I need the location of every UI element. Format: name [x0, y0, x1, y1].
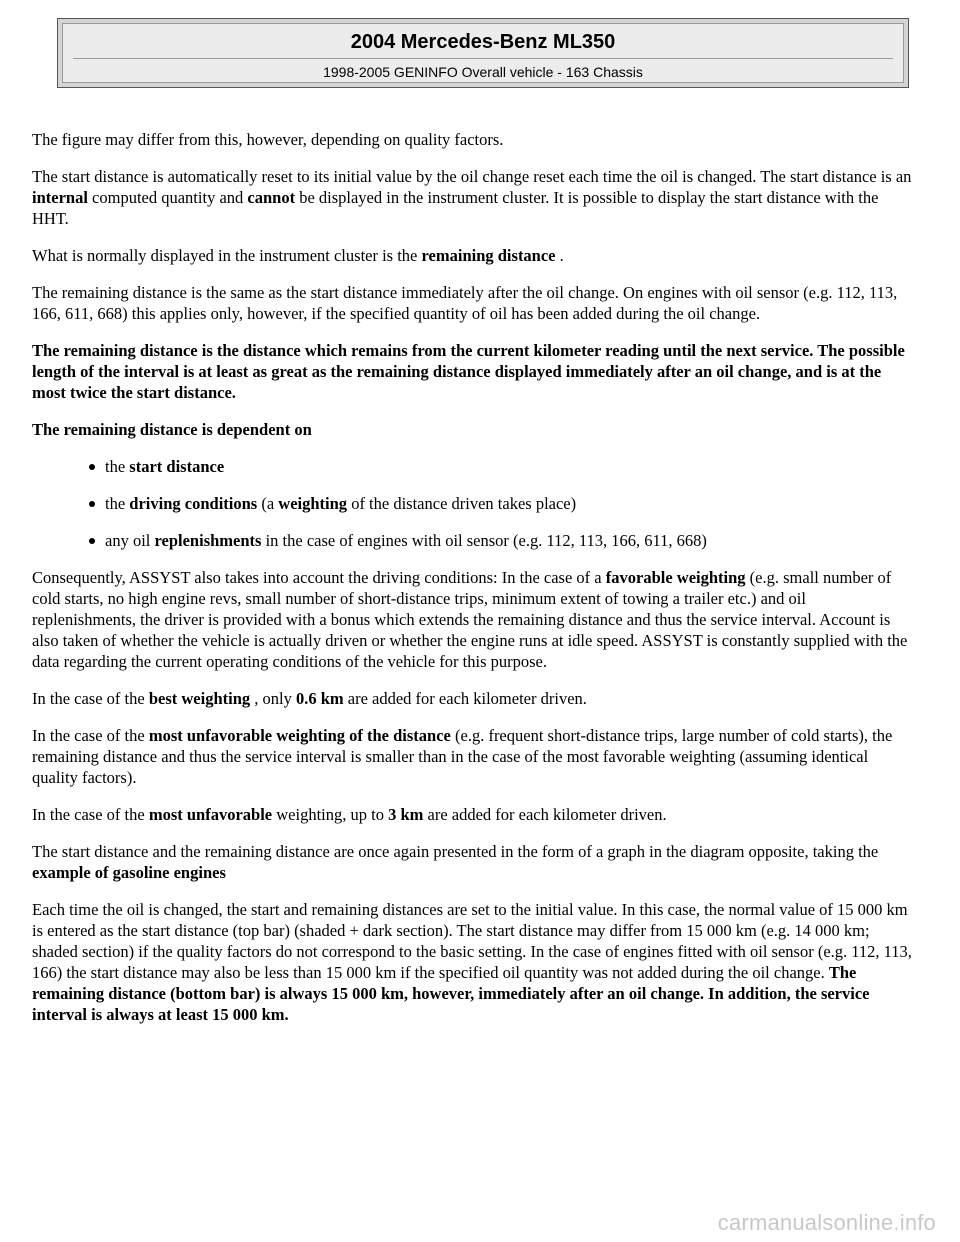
text: in the case of engines with oil sensor (e.g. 112, 113, 166, 611, 668) [261, 531, 707, 550]
paragraph-graph-reference [32, 841, 912, 883]
text: In the case of the [32, 805, 149, 824]
text: (e.g. frequent short-distance trips, large number of cold starts), the remaining distance and thus the service interval is smaller than in the case of the most favorable weighting (assuming identical quality factors). [32, 726, 893, 787]
paragraph-oil-sensor: The remaining distance is the same as the start distance immediately after the oil change. On engines with oil sensor (e.g. 112, 113, 166, 611, 668) this applies only, however, if the specified quantity of oil has been added during the oil change. [32, 283, 898, 323]
text: are added for each kilometer driven. [423, 805, 667, 824]
emphasis: example of gasoline engines [32, 863, 226, 882]
emphasis-remaining-distance: remaining distance [421, 246, 556, 265]
text: are added for each kilometer driven. [343, 689, 587, 708]
text: In the case of the [32, 726, 149, 745]
emphasis: weighting [278, 494, 348, 513]
paragraph-remaining-distance-definition [32, 340, 912, 403]
page-subtitle: 1998-2005 GENINFO Overall vehicle - 163 Chassis [323, 64, 643, 80]
emphasis: most unfavorable weighting of the distance [148, 726, 451, 745]
emphasis: driving conditions [129, 494, 258, 513]
dependency-list [32, 456, 912, 551]
page-title: 2004 Mercedes-Benz ML350 [350, 31, 616, 53]
paragraph-dependent-on [32, 419, 912, 440]
emphasis: 0.6 km [295, 689, 344, 708]
text: In the case of the [32, 689, 149, 708]
page-header [57, 18, 909, 88]
emphasis: most unfavorable [148, 805, 273, 824]
document-body [32, 129, 912, 1041]
paragraph-remaining-distance-display [32, 245, 912, 266]
emphasis: 3 km [388, 805, 424, 824]
text: The start distance is automatically reset to its initial value by the oil change reset each time the oil is changed. The start distance is an [32, 167, 912, 186]
emphasis: best weighting [148, 689, 251, 708]
paragraph-unfavorable-weighting [32, 725, 912, 788]
emphasis-definition: The remaining distance is the distance which remains from the current kilometer reading until the next service. The possible length of the interval is at least as great as the remaining distance displayed immediately after an oil change, and is at the most twice the start distance. [32, 341, 905, 402]
list-item [105, 493, 912, 514]
text: be displayed in the instrument cluster. It is possible to display the start distance with the HHT. [32, 188, 879, 228]
paragraph-quality-factors: The figure may differ from this, however, depending on quality factors. [32, 130, 504, 149]
text: the [105, 494, 130, 513]
emphasis: favorable weighting [605, 568, 746, 587]
emphasis: The remaining distance (bottom bar) is always 15 000 km, however, immediately after an oil change. In addition, the service interval is always at least 15 000 km. [32, 963, 870, 1024]
page-header-inner [62, 23, 904, 83]
paragraph-most-unfavorable [32, 804, 912, 825]
emphasis-internal: internal [32, 188, 88, 207]
text: Each time the oil is changed, the start and remaining distances are set to the initial value. In this case, the normal value of 15 000 km is entered as the start distance (top bar) (shaded + dark section). The start distance may differ from 15 000 km (e.g. 14 000 km; shaded section) if the quality factors do not correspond to the basic setting. In the case of engines fitted with oil sensor (e.g. 112, 113, 166) the start distance may also be less than 15 000 km if the specified oil quantity was not added during the oil change. [32, 900, 912, 982]
text: of the distance driven takes place) [347, 494, 577, 513]
text: weighting, up to [272, 805, 389, 824]
list-item [105, 456, 912, 477]
text: The start distance and the remaining distance are once again presented in the form of a graph in the diagram opposite, taking the [32, 842, 879, 861]
paragraph-driving-conditions [32, 567, 912, 672]
text: (a [257, 494, 279, 513]
header-divider [73, 58, 893, 59]
text: Consequently, ASSYST also takes into account the driving conditions: In the case of a [32, 568, 606, 587]
text: any oil [105, 531, 155, 550]
paragraph-oil-change-reset [32, 899, 912, 1025]
emphasis: replenishments [154, 531, 262, 550]
text: (e.g. small number of cold starts, no high engine revs, small number of short-distance trips, minimum extent of towing a trailer etc.) and oil replenishments, the driver is provided with a bonus which extends the remaining distance and thus the service interval. Account is also taken of whether the vehicle is actually driven or whether the engine runs at idle speed. ASSYST is constantly supplied with the data regarding the current operating conditions of the vehicle for this purpose. [32, 568, 908, 671]
emphasis-dependent-on: The remaining distance is dependent on [32, 420, 312, 439]
paragraph-best-weighting [32, 688, 912, 709]
emphasis-cannot: cannot [247, 188, 296, 207]
text: the [105, 457, 130, 476]
list-item [105, 530, 912, 551]
text: computed quantity and [87, 188, 248, 207]
text: , only [250, 689, 296, 708]
watermark: carmanualsonline.info [717, 1210, 936, 1235]
emphasis: start distance [129, 457, 225, 476]
text: . [555, 246, 564, 265]
paragraph-start-distance-reset [32, 166, 912, 229]
text: What is normally displayed in the instrument cluster is the [32, 246, 422, 265]
